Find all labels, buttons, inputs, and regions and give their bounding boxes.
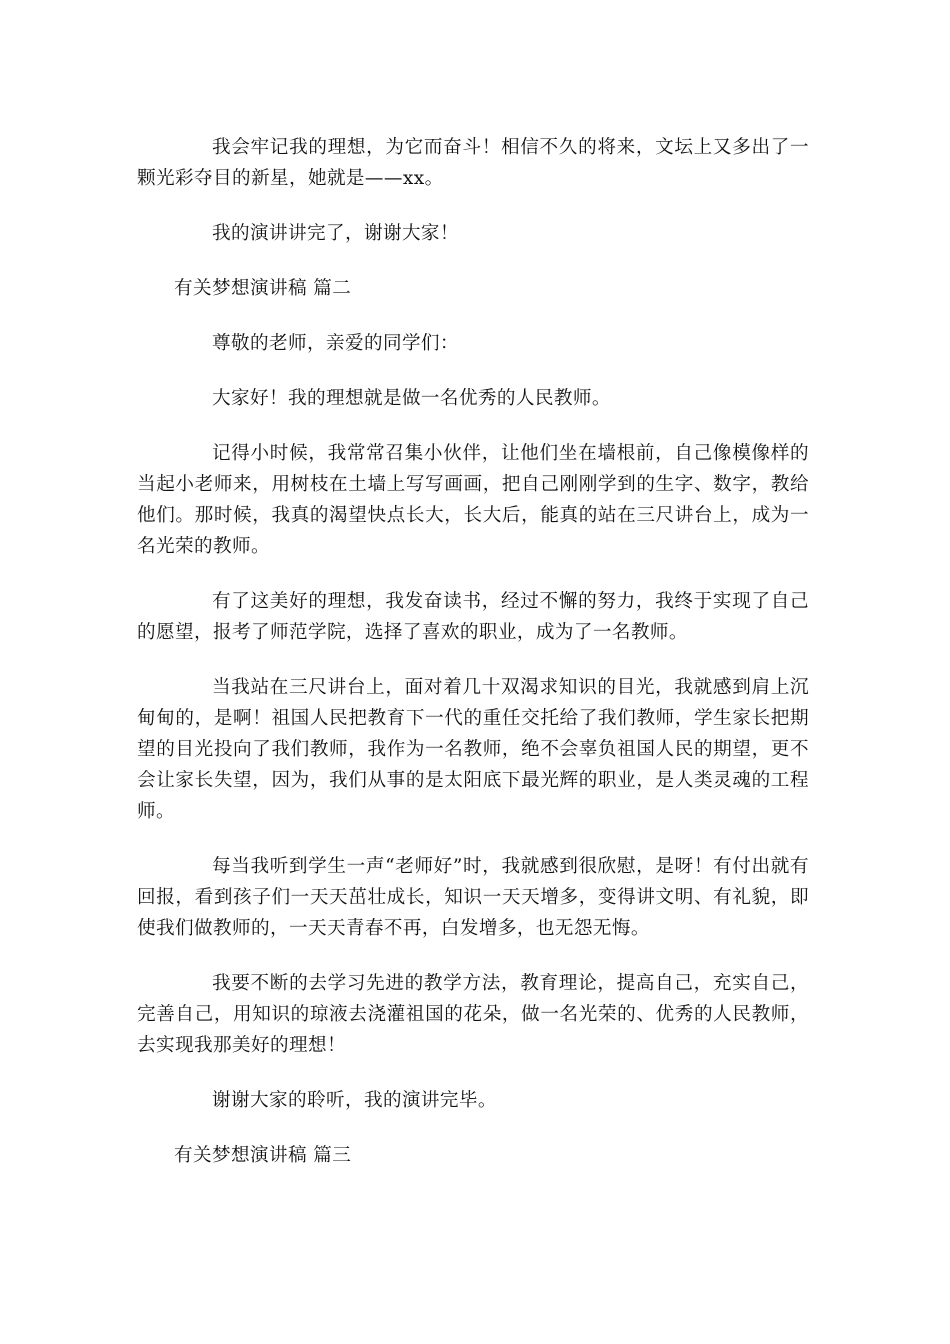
- section-heading-part-three: 有关梦想演讲稿 篇三: [174, 1145, 352, 1166]
- paragraph-thanks: 谢谢大家的聆听，我的演讲完毕。: [212, 1090, 497, 1111]
- paragraph-responsibility: 当我站在三尺讲台上，面对着几十双渴求知识的目光，我就感到肩上沉甸甸的，是啊！祖国人民把教育下一代的重任交托给了我们教师，学生家长把期望的目光投向了我们教师，我作为一名教师，绝不会辜负祖国人民的期望，更不会让家长失望，因为，我们从事的是太阳底下最光辉的职业，是人类灵魂的工程师。: [137, 677, 809, 822]
- document-body: [137, 132, 809, 1171]
- paragraph-reward: 每当我听到学生一声“老师好”时，我就感到很欣慰，是呀！有付出就有回报，看到孩子们一天天茁壮成长，知识一天天增多，变得讲文明、有礼貌，即使我们做教师的，一天天青春不再，白发增多，也无怨无悔。: [137, 856, 809, 939]
- paragraph-greeting: 大家好！我的理想就是做一名优秀的人民教师。: [212, 388, 611, 409]
- paragraph-childhood: 记得小时候，我常常召集小伙伴，让他们坐在墙根前，自己像模像样的当起小老师来，用树枝在土墙上写写画画，把自己刚刚学到的生字、数字，教给他们。那时候，我真的渴望快点长大，长大后，能真的站在三尺讲台上，成为一名光荣的教师。: [137, 443, 809, 557]
- paragraph-dream-closing: 我会牢记我的理想，为它而奋斗！相信不久的将来，文坛上又多出了一颗光彩夺目的新星，她就是——xx。: [137, 137, 809, 189]
- section-heading-part-two: 有关梦想演讲稿 篇二: [174, 278, 352, 299]
- paragraph-salutation: 尊敬的老师，亲爱的同学们：: [212, 333, 459, 354]
- paragraph-commitment: 我要不断的去学习先进的教学方法，教育理论，提高自己，充实自己，完善自己，用知识的琼液去浇灌祖国的花朵，做一名光荣的、优秀的人民教师，去实现我那美好的理想！: [137, 973, 809, 1056]
- paragraph-achievement: 有了这美好的理想，我发奋读书，经过不懈的努力，我终于实现了自己的愿望，报考了师范学院，选择了喜欢的职业，成为了一名教师。: [137, 591, 809, 643]
- paragraph-speech-end: 我的演讲讲完了，谢谢大家！: [212, 223, 459, 244]
